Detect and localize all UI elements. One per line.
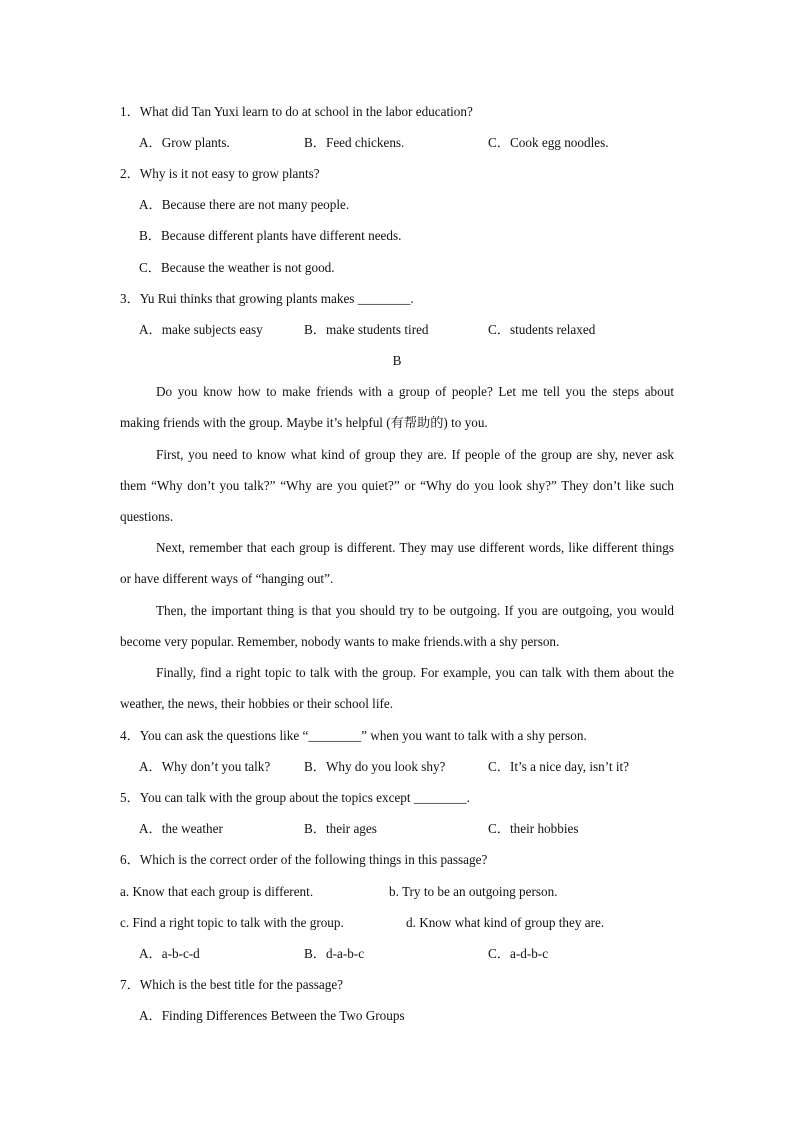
question-2-option-c: C．Because the weather is not good. — [139, 260, 335, 275]
question-6-option-c: C．a-d-b-c — [488, 946, 549, 961]
question-6-option-b: B．d-a-b-c — [304, 946, 365, 961]
question-6-stem: 6．Which is the correct order of the following things in this passage? — [120, 852, 488, 867]
question-4-option-b: B．Why do you look shy? — [304, 759, 446, 774]
question-5-option-a: A．the weather — [139, 821, 223, 836]
question-1-option-a: A．Grow plants. — [139, 135, 230, 150]
question-6-option-a: A．a-b-c-d — [139, 946, 200, 961]
question-1-option-b: B．Feed chickens. — [304, 135, 405, 150]
question-7-option-a: A．Finding Differences Between the Two Groups — [139, 1008, 405, 1023]
question-6-item-b: b. Try to be an outgoing person. — [389, 884, 558, 899]
passage-paragraph-2-text: First, you need to know what kind of group they are. If people of the group are shy, never ask them “Why don’t you talk?” “Why are you quiet?” or “Why do you look shy?” They don’t like such questions. — [120, 447, 674, 524]
question-4-stem: 4．You can ask the questions like “________” when you want to talk with a shy person. — [120, 728, 587, 743]
question-3-stem: 3．Yu Rui thinks that growing plants makes ________. — [120, 291, 414, 306]
question-2-option-b: B．Because different plants have different needs. — [139, 228, 402, 243]
question-1-option-c: C．Cook egg noodles. — [488, 135, 609, 150]
passage-paragraph-1 — [120, 376, 674, 438]
question-6-item-d: d. Know what kind of group they are. — [406, 915, 605, 930]
question-2-stem: 2．Why is it not easy to grow plants? — [120, 166, 320, 181]
question-6-item-c: c. Find a right topic to talk with the group. — [120, 915, 344, 930]
passage-paragraph-4-text: Then, the important thing is that you should try to be outgoing. If you are outgoing, you would become very popular. Remember, nobody wants to make friends.with a shy person. — [120, 603, 674, 649]
question-7-stem: 7．Which is the best title for the passage? — [120, 977, 344, 992]
question-6-item-a: a. Know that each group is different. — [120, 884, 314, 899]
section-b-title: B — [392, 353, 402, 368]
question-3-option-a: A．make subjects easy — [139, 322, 263, 337]
question-2-option-a: A．Because there are not many people. — [139, 197, 350, 212]
question-5-option-b: B．their ages — [304, 821, 377, 836]
passage-paragraph-5-text: Finally, find a right topic to talk with the group. For example, you can talk with them about the weather, the news, their hobbies or their school life. — [120, 665, 674, 711]
question-3-option-b: B．make students tired — [304, 322, 429, 337]
passage-paragraph-1-text: Do you know how to make friends with a group of people? Let me tell you the steps about making friends with the group. Maybe it’s helpful (有帮助的) to you. — [120, 384, 674, 430]
passage-paragraph-2 — [120, 439, 674, 532]
passage-paragraph-3 — [120, 532, 674, 594]
question-5-option-c: C．their hobbies — [488, 821, 579, 836]
question-4-option-a: A．Why don’t you talk? — [139, 759, 271, 774]
question-3-option-c: C．students relaxed — [488, 322, 596, 337]
question-5-stem: 5．You can talk with the group about the topics except ________. — [120, 790, 470, 805]
passage-paragraph-5 — [120, 657, 674, 719]
passage-paragraph-3-text: Next, remember that each group is different. They may use different words, like different things or have different ways of “hanging out”. — [120, 540, 674, 586]
question-4-option-c: C．It’s a nice day, isn’t it? — [488, 759, 630, 774]
question-1-stem: 1．What did Tan Yuxi learn to do at school in the labor education? — [120, 104, 473, 119]
passage-paragraph-4 — [120, 595, 674, 657]
